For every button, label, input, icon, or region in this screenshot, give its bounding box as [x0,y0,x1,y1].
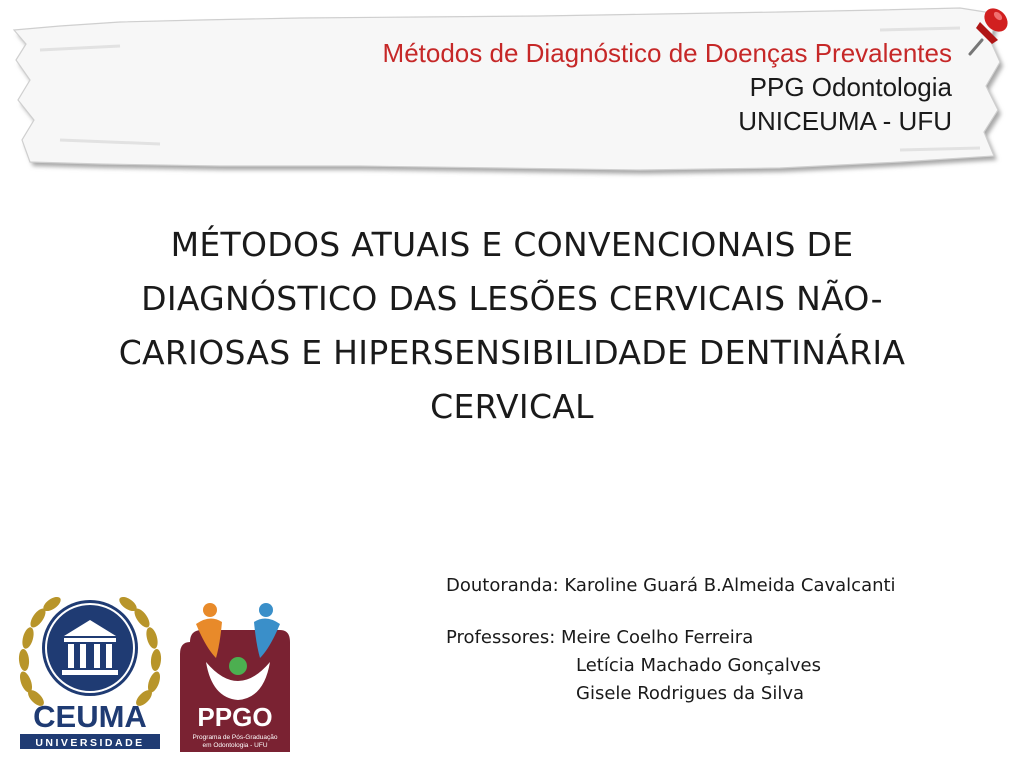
program-name: PPG Odontologia [749,72,952,102]
pushpin-icon [962,0,1022,60]
professor-1: Professores: Meire Coelho Ferreira [446,627,754,648]
title-line-2: DIAGNÓSTICO DAS LESÕES CERVICAIS NÃO- [141,279,883,318]
course-title: Métodos de Diagnóstico de Doenças Prevalentes [382,38,952,68]
ceuma-logo [14,592,166,752]
doctoral-student: Doutoranda: Karoline Guará B.Almeida Cavalcanti [446,575,896,596]
ppgo-subtitle-1: Programa de Pós-Graduação [192,734,278,741]
ppgo-wordmark: PPGO [197,702,273,732]
title-line-3: CARIOSAS E HIPERSENSIBILIDADE DENTINÁRIA [118,333,906,372]
ppgo-subtitle-2: em Odontologia - UFU [202,742,268,749]
course-header [383,36,952,138]
professor-2: Letícia Machado Gonçalves [576,655,821,676]
author-credits [446,572,1006,708]
title-line-4: CERVICAL [430,387,594,426]
ceuma-subtitle: UNIVERSIDADE [35,737,145,749]
presentation-title [40,218,984,434]
ppgo-logo [176,602,300,752]
institutions: UNICEUMA - UFU [738,106,952,136]
ceuma-wordmark: CEUMA [33,699,147,734]
professor-3: Gisele Rodrigues da Silva [576,683,805,704]
title-line-1: MÉTODOS ATUAIS E CONVENCIONAIS DE [170,225,854,264]
